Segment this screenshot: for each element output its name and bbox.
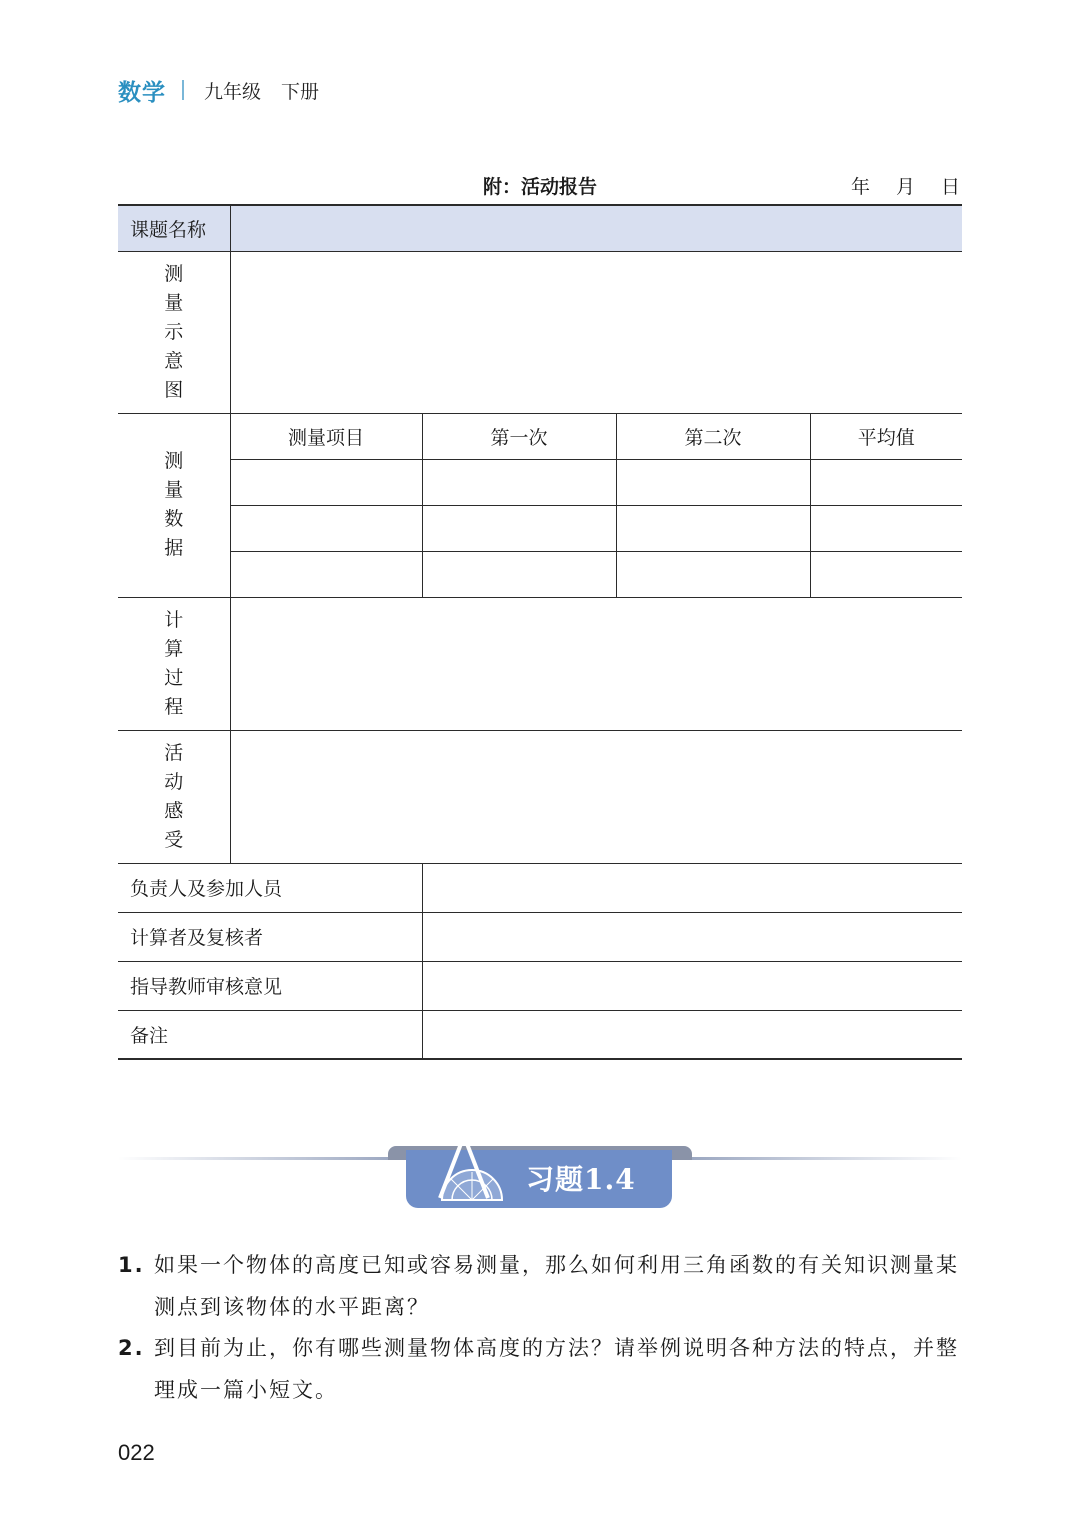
activity-report-table [118, 204, 962, 1060]
label-char: 意 [164, 349, 184, 372]
label-char: 图 [164, 378, 184, 401]
volume-label: 下册 [281, 80, 320, 103]
data-cell[interactable] [616, 459, 810, 505]
footer-row [118, 912, 962, 961]
data-cell[interactable] [616, 505, 810, 551]
teacher-review-field[interactable] [422, 961, 962, 1010]
feeling-row [118, 730, 962, 863]
remarks-field[interactable] [422, 1010, 962, 1059]
label-char: 测 [164, 450, 184, 472]
label-char: 量 [164, 291, 184, 314]
remarks-label: 备注 [118, 1010, 422, 1059]
calc-row [118, 597, 962, 730]
grade-label: 九年级 [204, 80, 262, 103]
data-cell[interactable] [422, 551, 616, 597]
data-cell[interactable] [230, 459, 422, 505]
date-month: 月 [895, 176, 915, 198]
compass-protractor-icon [434, 1124, 510, 1204]
footer-row [118, 863, 962, 912]
label-char: 量 [164, 479, 184, 501]
data-cell[interactable] [422, 505, 616, 551]
topic-row [118, 205, 962, 251]
question-text: 如果一个物体的高度已知或容易测量，那么如何利用三角函数的有关知识测量某测点到该物体的水平距离？ [154, 1253, 959, 1319]
label-char: 算 [164, 637, 184, 660]
data-cell[interactable] [810, 551, 962, 597]
data-cell[interactable] [230, 551, 422, 597]
calc-field[interactable] [230, 597, 962, 730]
data-row [118, 459, 962, 505]
feeling-label [118, 730, 230, 863]
diagram-field[interactable] [230, 251, 962, 413]
data-cell[interactable] [810, 505, 962, 551]
page-header [118, 74, 319, 106]
label-char: 受 [164, 828, 184, 851]
personnel-label: 负责人及参加人员 [118, 863, 422, 912]
question-1 [118, 1244, 964, 1328]
label-char: 测 [164, 262, 184, 285]
label-char: 活 [164, 741, 184, 764]
topic-field[interactable] [230, 205, 962, 251]
diagram-label [118, 251, 230, 413]
data-row [118, 505, 962, 551]
data-cell[interactable] [616, 551, 810, 597]
header-first: 第一次 [422, 413, 616, 459]
label-char: 动 [164, 770, 184, 793]
question-text: 到目前为止，你有哪些测量物体高度的方法？请举例说明各种方法的特点，并整理成一篇小短文。 [154, 1336, 959, 1402]
diagram-row [118, 251, 962, 413]
data-cell[interactable] [230, 505, 422, 551]
report-date [851, 172, 960, 199]
data-row [118, 551, 962, 597]
header-second: 第二次 [616, 413, 810, 459]
feeling-field[interactable] [230, 730, 962, 863]
page-number: 022 [118, 1440, 155, 1465]
label-char: 示 [164, 320, 184, 343]
calculator-label: 计算者及复核者 [118, 912, 422, 961]
label-char: 计 [164, 608, 184, 631]
calc-label [118, 597, 230, 730]
header-item: 测量项目 [230, 413, 422, 459]
footer-row [118, 1010, 962, 1059]
topic-label: 课题名称 [118, 205, 230, 251]
report-title: 附：活动报告 [482, 176, 597, 198]
exercise-rule-right [686, 1157, 962, 1160]
data-cell[interactable] [810, 459, 962, 505]
data-header-row [118, 413, 962, 459]
question-number: 2. [118, 1336, 145, 1360]
calculator-field[interactable] [422, 912, 962, 961]
exercise-title: 习题1.4 [526, 1163, 636, 1196]
question-2 [118, 1327, 964, 1411]
personnel-field[interactable] [422, 863, 962, 912]
date-day: 日 [940, 176, 960, 198]
header-divider [182, 80, 184, 100]
header-average: 平均值 [810, 413, 962, 459]
date-year: 年 [850, 176, 870, 198]
question-number: 1. [118, 1253, 145, 1277]
footer-row [118, 961, 962, 1010]
label-char: 数 [164, 508, 184, 530]
label-char: 感 [164, 799, 184, 822]
label-char: 据 [164, 537, 184, 559]
data-cell[interactable] [422, 459, 616, 505]
label-char: 程 [164, 695, 184, 718]
exercise-rule-left [118, 1157, 398, 1160]
label-char: 过 [164, 666, 184, 689]
data-label [118, 413, 230, 597]
subject-title: 数学 [118, 79, 166, 106]
teacher-review-label: 指导教师审核意见 [118, 961, 422, 1010]
